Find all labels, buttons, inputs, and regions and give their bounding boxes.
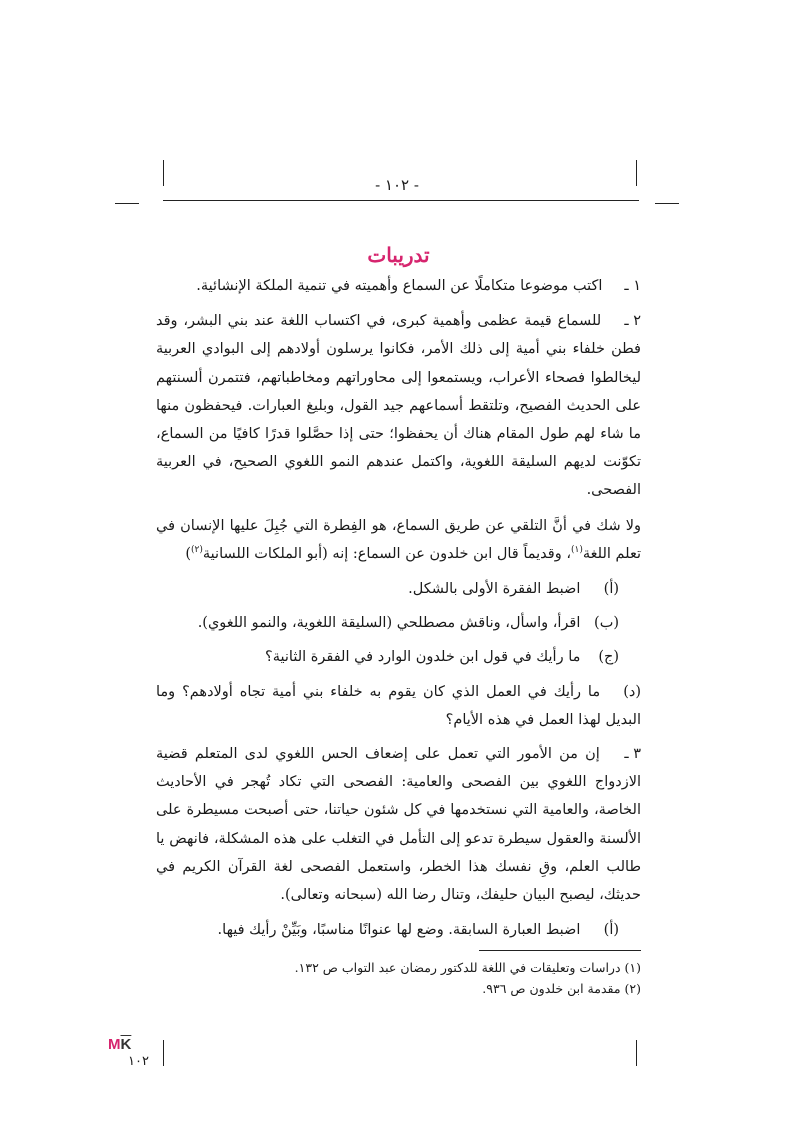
paragraph-text-b: ، وقديماً قال ابن خلدون عن السماع: إنه (أبو الملكات اللسانية	[202, 545, 572, 562]
exercise-3-text: إن من الأمور التي تعمل على إضعاف الحس اللغوي لدى المتعلم قضية الازدواج اللغوي بين الفصحى والعامية: الفصحى التي تكاد تُهجر في الأحاديث الخاصة، والعامية التي نستخدمها في كل شئون حياتنا، حتى أصبحت مسيطرة على الألسنة والعقول سيطرة تدعو إلى التأمل في التغلب على هذه المشكلة، فانهض يا طالب العلم، وقِ نفسك هذا الخطر، واستعمل الفصحى لغة القرآن الكريم في حديثك، ليصبح البيان حليفك، وتنال رضا الله (سبحانه وتعالى).	[156, 746, 641, 904]
exercise-1-text: اكتب موضوعا متكاملًا عن السماع وأهميته في تنمية الملكة الإنشائية.	[196, 278, 603, 294]
crop-mark	[636, 1040, 637, 1066]
header-rule	[163, 200, 639, 201]
page-number-top: - ١٠٢ -	[375, 176, 419, 194]
paragraph-text-c: )	[185, 545, 192, 562]
crop-mark	[163, 1040, 164, 1066]
footnote-1: (١) دراسات وتعليقات في اللغة للدكتور رمضان عبد التواب ص ١٣٢.	[294, 960, 641, 976]
exercise-2-label: ٢ ـ	[624, 313, 641, 330]
exercise-1	[156, 272, 641, 300]
footnote-2: (٢) مقدمة ابن خلدون ص ٩٣٦.	[482, 981, 641, 997]
exercise-2	[156, 307, 641, 504]
subquestion-text: اضبط العبارة السابقة. وضع لها عنوانًا مناسبًا، وبَيِّنْ رأيك فيها.	[217, 922, 581, 939]
subquestion-label: (ب)	[594, 615, 619, 632]
footnote-rule	[479, 950, 641, 951]
exercise-3-label: ٣ ـ	[624, 746, 642, 763]
subquestion	[156, 643, 641, 671]
subquestion	[156, 575, 641, 603]
page-number-bottom: ١٠٢	[128, 1054, 149, 1069]
subquestion	[156, 609, 641, 637]
crop-mark	[636, 160, 637, 186]
logo-m: M	[108, 1036, 121, 1053]
footnote-ref-1[interactable]: (١)	[571, 545, 583, 555]
subquestion-text: ما رأيك في العمل الذي كان يقوم به خلفاء بني أمية تجاه أولادهم؟ وما البديل لهذا العمل في هذه الأيام؟	[156, 683, 641, 728]
subquestion-label: (أ)	[603, 922, 619, 939]
subquestion-text: اضبط الفقرة الأولى بالشكل.	[408, 581, 581, 598]
exercise-2-text: للسماع قيمة عظمى وأهمية كبرى، في اكتساب اللغة عند بني البشر، وقد فطن خلفاء بني أمية إلى ذلك الأمر، فكانوا يرسلون أولادهم إلى البوادي العربية ليخالطوا فصحاء الأعراب، ويستمعوا إلى محاوراتهم ومخاطباتهم، فتتمرن ألسنتهم على الحديث الفصيح، وتلتقط أسماعهم جيد القول، وبليغ العبارات. فيحفظون منها ما شاء لهم طول المقام هناك أن يحفظوا؛ حتى إذا حصَّلوا قدرًا كافيًا من السماع، تكوّنت لديهم السليقة اللغوية، واكتمل عندهم النمو اللغوي الصحيح، في العربية الفصحى.	[156, 313, 641, 499]
subquestion	[156, 916, 641, 944]
exercise-2-paragraph	[156, 512, 641, 568]
crop-mark	[163, 160, 164, 186]
subquestion	[156, 678, 641, 734]
subquestion-label: (ج)	[598, 649, 619, 666]
footnote-ref-2[interactable]: (٢)	[191, 545, 203, 555]
section-title: تدريبات	[367, 243, 430, 267]
subquestion-label: (أ)	[603, 581, 619, 598]
crop-mark	[655, 203, 679, 204]
page-content	[156, 240, 641, 999]
exercise-3	[156, 740, 641, 909]
subquestion-text: اقرأ، واسأل، وناقش مصطلحي (السليقة اللغوية، والنمو اللغوي).	[197, 615, 581, 632]
paragraph-text-a: ولا شك في أنَّ التلقي عن طريق السماع، هو الفِطرة التي جُبِلَ عليها الإنسان في تعلم اللغة	[156, 517, 641, 562]
logo-k: $\overline{K}$	[120, 1036, 132, 1053]
subquestion-label: (د)	[623, 683, 641, 700]
publisher-logo	[108, 1036, 156, 1053]
exercise-1-label: ١ ـ	[624, 278, 641, 294]
subquestion-text: ما رأيك في قول ابن خلدون الوارد في الفقرة الثانية؟	[265, 649, 581, 666]
crop-mark	[115, 203, 139, 204]
